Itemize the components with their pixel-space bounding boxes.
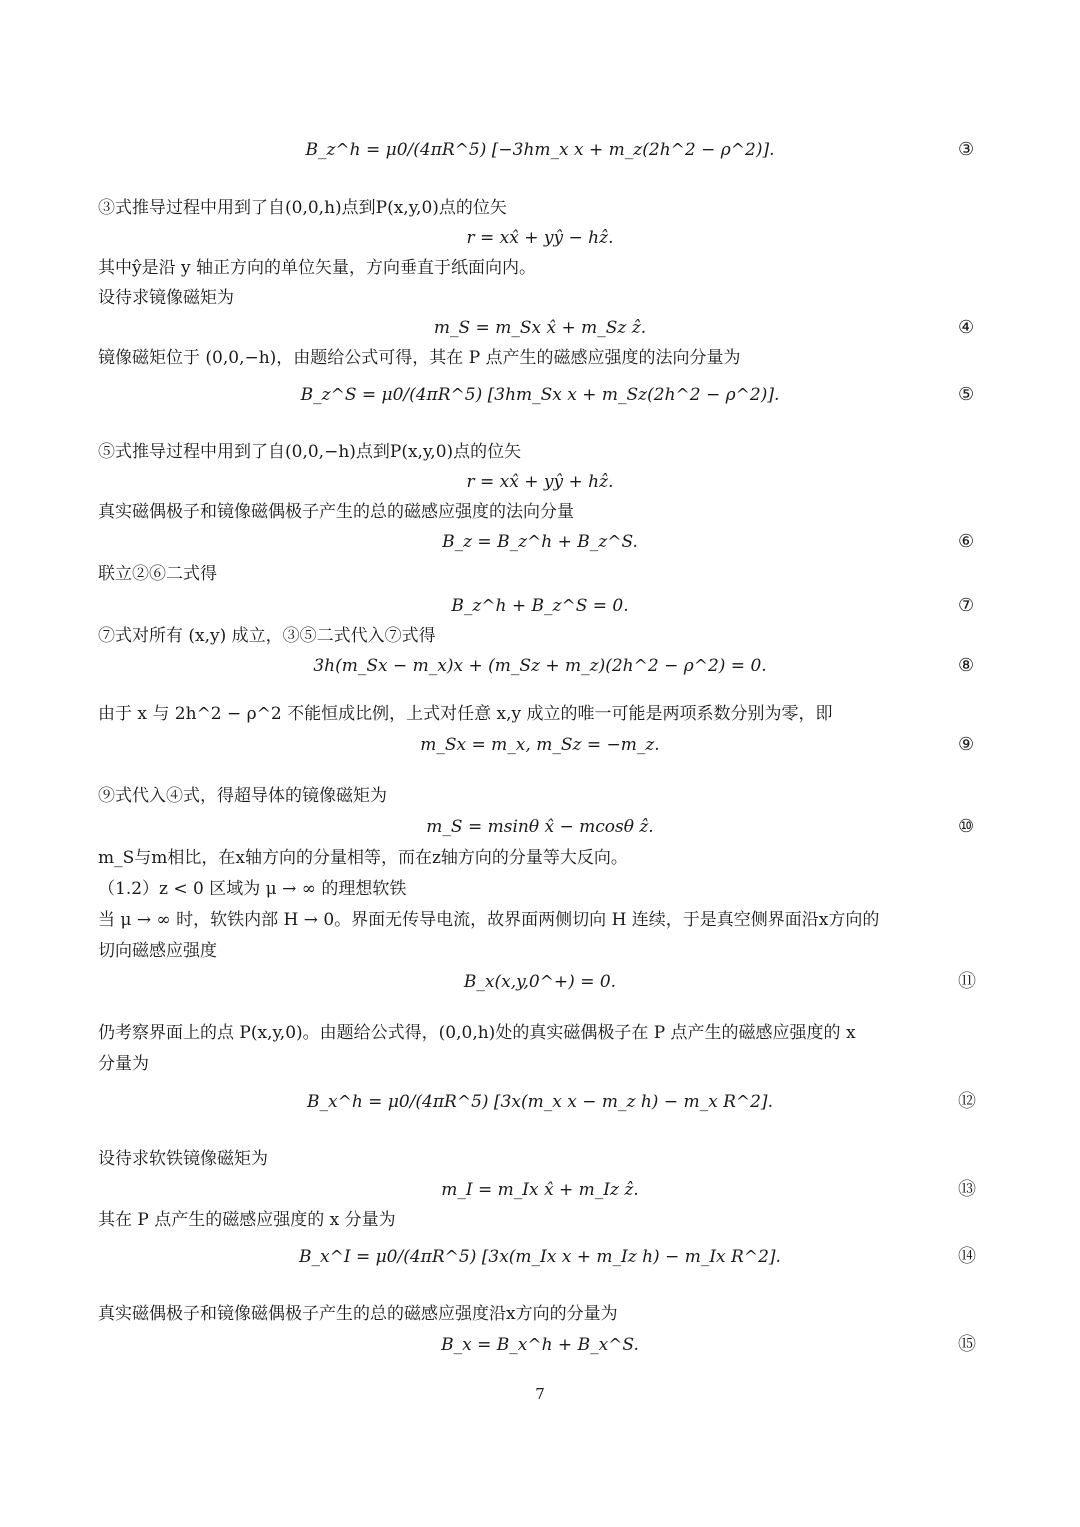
paragraph-line: 其在 P 点产生的磁感应强度的 x 分量为	[98, 1210, 396, 1230]
paragraph-line: m_S与m相比，在x轴方向的分量相等，而在z轴方向的分量等大反向。	[98, 848, 628, 868]
equation-number: ⑥	[958, 531, 975, 552]
equation-number: ⑩	[958, 816, 975, 837]
equation-number: ⑬	[958, 1179, 976, 1200]
equation-number: ⑨	[958, 734, 975, 755]
equation: 3h(m_Sx − m_x)x + (m_Sz + m_z)(2h^2 − ρ^2) = 0.	[313, 656, 767, 676]
equation: B_z^h = μ0/(4πR^5) [−3hm_x x + m_z(2h^2 − ρ^2)].	[305, 140, 775, 160]
equation-number: ⑮	[958, 1334, 976, 1355]
equation-number: ④	[958, 317, 975, 338]
paragraph-line: 其中ŷ是沿 y 轴正方向的单位矢量，方向垂直于纸面向内。	[98, 258, 537, 278]
paragraph-line: 真实磁偶极子和镜像磁偶极子产生的总的磁感应强度的法向分量	[98, 502, 574, 522]
page-number: 7	[535, 1385, 545, 1403]
paragraph-line: 由于 x 与 2h^2 − ρ^2 不能恒成比例，上式对任意 x,y 成立的唯一可能是两项系数分别为零，即	[98, 704, 833, 724]
paragraph-line: 真实磁偶极子和镜像磁偶极子产生的总的磁感应强度沿x方向的分量为	[98, 1304, 618, 1324]
paragraph-line: 分量为	[98, 1054, 149, 1074]
paragraph-line: ③式推导过程中用到了自(0,0,h)点到P(x,y,0)点的位矢	[98, 198, 507, 218]
paragraph-line: 仍考察界面上的点 P(x,y,0)。由题给公式得，(0,0,h)处的真实磁偶极子在 P 点产生的磁感应强度的 x	[98, 1023, 856, 1043]
equation-number: ③	[958, 139, 975, 160]
equation: B_x = B_x^h + B_x^S.	[441, 1335, 639, 1355]
paragraph-line: 设待求镜像磁矩为	[98, 288, 234, 308]
equation-number: ⑦	[958, 595, 975, 616]
equation-number: ⑪	[958, 971, 976, 992]
equation: m_S = m_Sx x̂ + m_Sz ẑ.	[433, 318, 647, 338]
equation: B_x(x,y,0^+) = 0.	[463, 972, 617, 992]
paragraph-line: 联立②⑥二式得	[98, 564, 217, 584]
equation: B_z^S = μ0/(4πR^5) [3hm_Sx x + m_Sz(2h^2 − ρ^2)].	[300, 385, 780, 405]
equation-number: ⑭	[958, 1246, 976, 1267]
paragraph-line: ⑨式代入④式，得超导体的镜像磁矩为	[98, 786, 387, 806]
equation: B_x^h = μ0/(4πR^5) [3x(m_x x − m_z h) − m_x R^2].	[307, 1092, 773, 1112]
paragraph-line: 镜像磁矩位于 (0,0,−h)，由题给公式可得，其在 P 点产生的磁感应强度的法向分量为	[98, 348, 741, 368]
equation: B_z^h + B_z^S = 0.	[451, 596, 629, 616]
equation-number: ⑤	[958, 384, 975, 405]
equation-number: ⑧	[958, 655, 975, 676]
paragraph-line: 设待求软铁镜像磁矩为	[98, 1149, 268, 1169]
equation: m_I = m_Ix x̂ + m_Iz ẑ.	[441, 1180, 639, 1200]
equation: B_z = B_z^h + B_z^S.	[442, 532, 638, 552]
paragraph-line: 切向磁感应强度	[98, 941, 217, 961]
equation: r = xx̂ + yŷ + hẑ.	[466, 472, 614, 492]
paragraph-line: （1.2）z < 0 区域为 μ → ∞ 的理想软铁	[98, 879, 407, 899]
equation: m_Sx = m_x, m_Sz = −m_z.	[420, 735, 660, 755]
equation: B_x^I = μ0/(4πR^5) [3x(m_Ix x + m_Iz h) − m_Ix R^2].	[299, 1247, 781, 1267]
paragraph-line: 当 μ → ∞ 时，软铁内部 H → 0。界面无传导电流，故界面两侧切向 H 连续，于是真空侧界面沿x方向的	[98, 910, 880, 930]
equation: m_S = msinθ x̂ − mcosθ ẑ.	[426, 817, 654, 837]
equation: r = xx̂ + yŷ − hẑ.	[466, 228, 614, 248]
paragraph-line: ⑦式对所有 (x,y) 成立，③⑤二式代入⑦式得	[98, 626, 436, 646]
equation-number: ⑫	[958, 1091, 976, 1112]
paragraph-line: ⑤式推导过程中用到了自(0,0,−h)点到P(x,y,0)点的位矢	[98, 442, 522, 462]
